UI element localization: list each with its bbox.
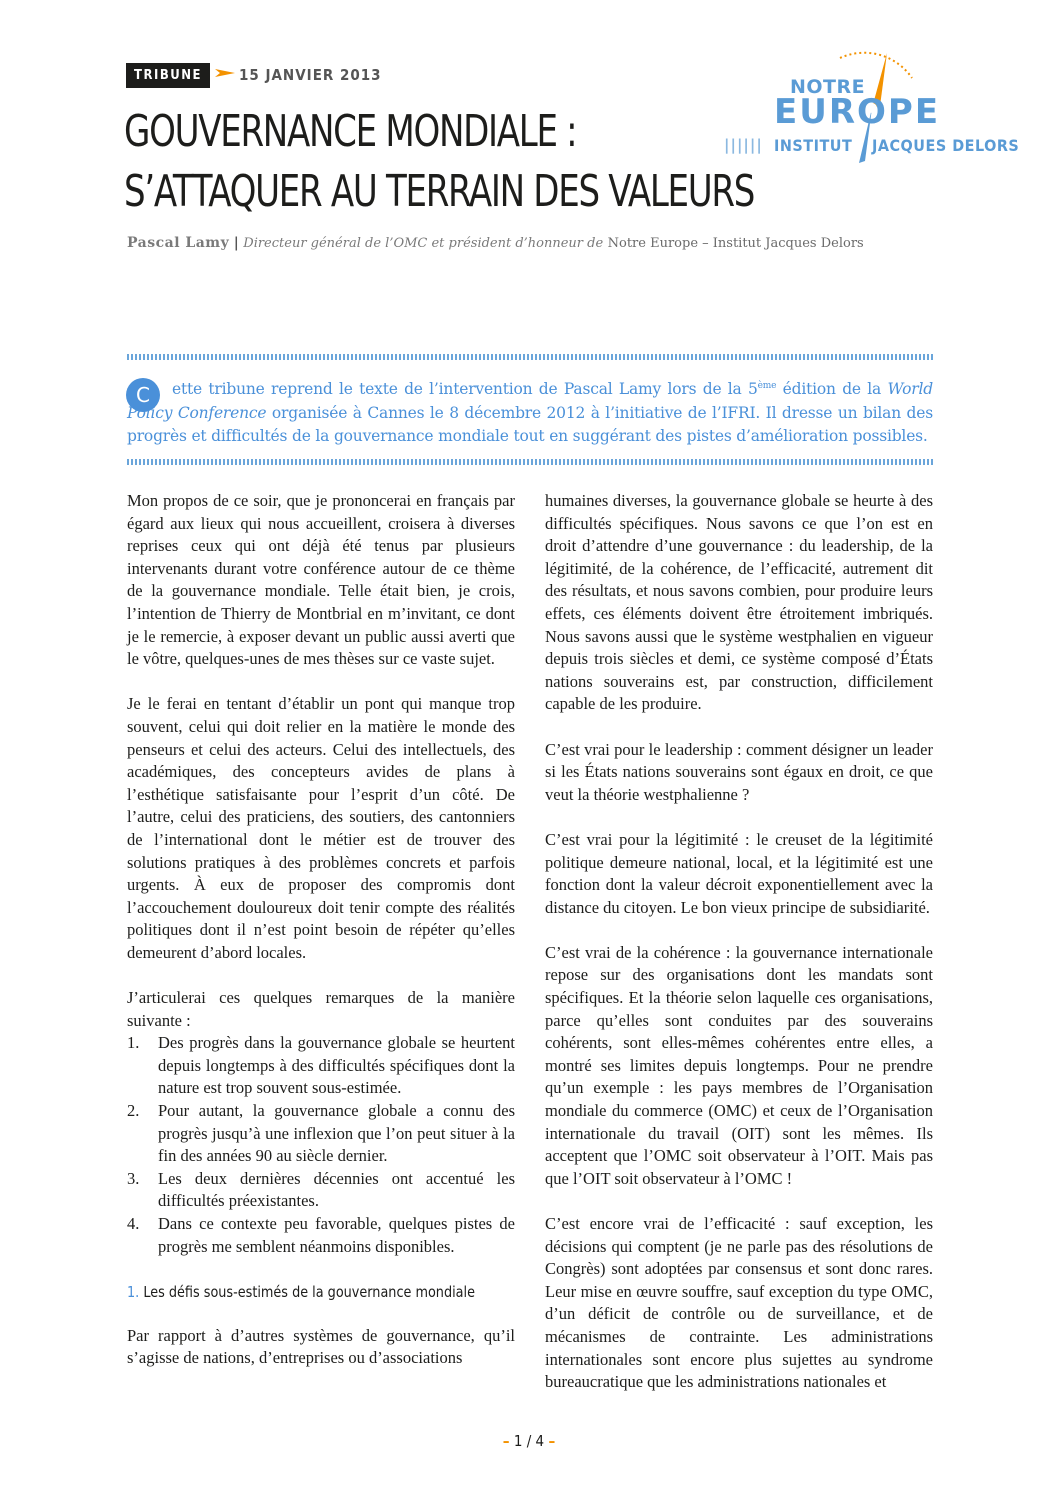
- intro-text-b: édition de la: [776, 380, 888, 399]
- logo-bars: ||||||: [724, 136, 763, 154]
- paragraph: C’est encore vrai de l’efficacité : sauf exception, les décisions qui comptent (je ne parle pas des résolutions de Congrès) sont adoptées par consensus et sont donc rares. Leur mise en œuvre souffre, sauf exception du type OMC, d’un déficit de contrôle ou de surveillance, et de mécanismes de contrainte. Les administrations internationales sont encore plus sujettes au syndrome bureaucratique que les administrations nationales et: [545, 1214, 933, 1392]
- intro-superscript: ème: [757, 381, 777, 391]
- intro-dropcap: C: [126, 378, 160, 412]
- notre-europe-logo: [722, 48, 1022, 178]
- footer-dash-right: –: [548, 1432, 556, 1450]
- author-organization: Notre Europe – Institut Jacques Delors: [607, 236, 864, 251]
- page-title: [124, 102, 754, 222]
- section-heading: [127, 1281, 484, 1303]
- section-number: 1.: [127, 1282, 140, 1301]
- author-name: Pascal Lamy: [127, 235, 230, 251]
- logo-europe: EUROPE: [774, 92, 941, 132]
- title-line-2: S’ATTAQUER AU TERRAIN DES VALEURS: [124, 166, 755, 217]
- intro-conference-name: World Policy Conference: [127, 380, 933, 422]
- paragraph: Mon propos de ce soir, que je prononcerai en français par égard aux lieux qui nous accueillent, croisera à diverses reprises ceux qui ont déjà été tenus par plusieurs intervenants durant votre conférence autour de ce thème de la gouvernance mondiale. Telle était bien, je crois, l’intention de Thierry de Montbrial en m’invitant, ce dont je le remercie, à exposer devant un public aussi averti que le vôtre, quelques-unes de mes thèses sur ce vaste sujet.: [127, 491, 515, 669]
- right-column: [545, 490, 933, 1416]
- left-column: [127, 490, 515, 1393]
- author-role: Directeur général de l’OMC et président d’honneur de: [243, 236, 604, 251]
- list-item: 3. Les deux dernières décennies ont accentué les difficultés préexistantes.: [127, 1168, 515, 1211]
- list-item: 2. Pour autant, la gouvernance globale a connu des progrès jusqu’à une inflexion que l’on peut situer à la fin des années 90 au siècle dernier.: [127, 1101, 515, 1166]
- logo-institut: INSTITUT: [774, 136, 853, 155]
- paragraph: Je le ferai en tentant d’établir un pont qui manque trop souvent, celui qui doit relier en la matière le monde des penseurs et celui des acteurs. Celui des intellectuels, des académiques, des concepteurs avides de plans à l’esthétique satisfaisante pour l’esprit d’un côté. De l’autre, celui des praticiens, des soutiers, des cantonniers de l’international dont le métier est de trouver des solutions pratiques à des problèmes concrets et parfois urgents. À eux de proposer des compromis dont l’accouchement douloureux doit tenir compte des réalités politiques dont il n’est point besoin de répéter qu’elles demeurent d’abord locales.: [127, 694, 515, 962]
- page-number: 1 / 4: [513, 1432, 545, 1450]
- paragraph: C’est vrai pour le leadership : comment désigner un leader si les États nations souverains sont égaux en droit, ce que veut la théorie westphalienne ?: [545, 739, 933, 804]
- logo-jacques-delors: JACQUES DELORS: [872, 136, 1020, 155]
- arrow-icon: [215, 66, 235, 80]
- section-title: Les défis sous-estimés de la gouvernance mondiale: [143, 1282, 475, 1301]
- footer-dash-left: –: [502, 1432, 510, 1450]
- paragraph: C’est vrai pour la légitimité : le creuset de la légitimité politique demeure national, local, et la légitimité est une fonction dont la valeur décroit exponentiellement avec la distance du citoyen. Le bon vieux principe de subsidiarité.: [545, 829, 933, 917]
- paragraph: J’articulerai ces quelques remarques de la manière suivante :: [127, 988, 515, 1030]
- byline: [127, 233, 864, 254]
- byline-separator: |: [233, 235, 239, 251]
- tribune-tag: TRIBUNE: [126, 63, 210, 88]
- outline-list: [127, 1032, 515, 1258]
- page-footer: [0, 1432, 1058, 1450]
- intro-paragraph: [127, 375, 933, 449]
- intro-bottom-divider: [127, 459, 933, 465]
- list-item: 1. Des progrès dans la gouvernance globale se heurtent depuis longtemps à des difficultés spécifiques dont la nature est trop souvent sous-estimée.: [127, 1033, 515, 1098]
- title-line-1: GOUVERNANCE MONDIALE :: [124, 106, 577, 157]
- list-item: 4. Dans ce contexte peu favorable, quelques pistes de progrès me semblent néanmoins disponibles.: [127, 1214, 515, 1256]
- publication-date: 15 JANVIER 2013: [239, 66, 382, 84]
- paragraph: Par rapport à d’autres systèmes de gouvernance, qu’il s’agisse de nations, d’entreprises ou d’associations: [127, 1325, 515, 1368]
- intro-text-a: ette tribune reprend le texte de l’intervention de Pascal Lamy lors de la 5: [172, 380, 758, 399]
- intro-top-divider: [127, 354, 933, 360]
- logo-notre: NOTRE: [790, 76, 866, 98]
- paragraph: humaines diverses, la gouvernance globale se heurte à des difficultés spécifiques. Nous savons ce que l’on est en droit d’attendre d’une gouvernance : du leadership, de la légitimité, de la cohérence, de l’efficacité, autrement dit des résultats, et nous savons combien, pour produire leurs effets, ces éléments doivent être étroitement imbriqués. Nous savons aussi que le système westphalien en vigueur depuis trois siècles et demi, ce système composé d’États nations souverains est, par construction, difficilement capable de les produire.: [545, 491, 933, 714]
- intro-text-c: organisée à Cannes le 8 décembre 2012 à l’initiative de l’IFRI. Il dresse un bilan des progrès et difficultés de la gouvernance mondiale tout en suggérant des pistes d’amélioration possibles.: [127, 403, 934, 446]
- paragraph: C’est vrai de la cohérence : la gouvernance internationale repose sur des organisations dont les mandats sont spécifiques. Et la théorie selon laquelle ces organisations, parce qu’elles sont conduites par des souverains cohérents, sont elles-mêmes cohérentes entre elles, a montré ses limites depuis longtemps. Pour ne prendre qu’un exemple : les pays membres de l’Organisation mondiale du commerce (OMC) et ceux de l’Organisation internationale du travail (OIT) sont les mêmes. Ils acceptent que l’OMC soit observateur à l’OIT. Mais pas que l’OIT soit observateur à l’OMC !: [545, 942, 933, 1188]
